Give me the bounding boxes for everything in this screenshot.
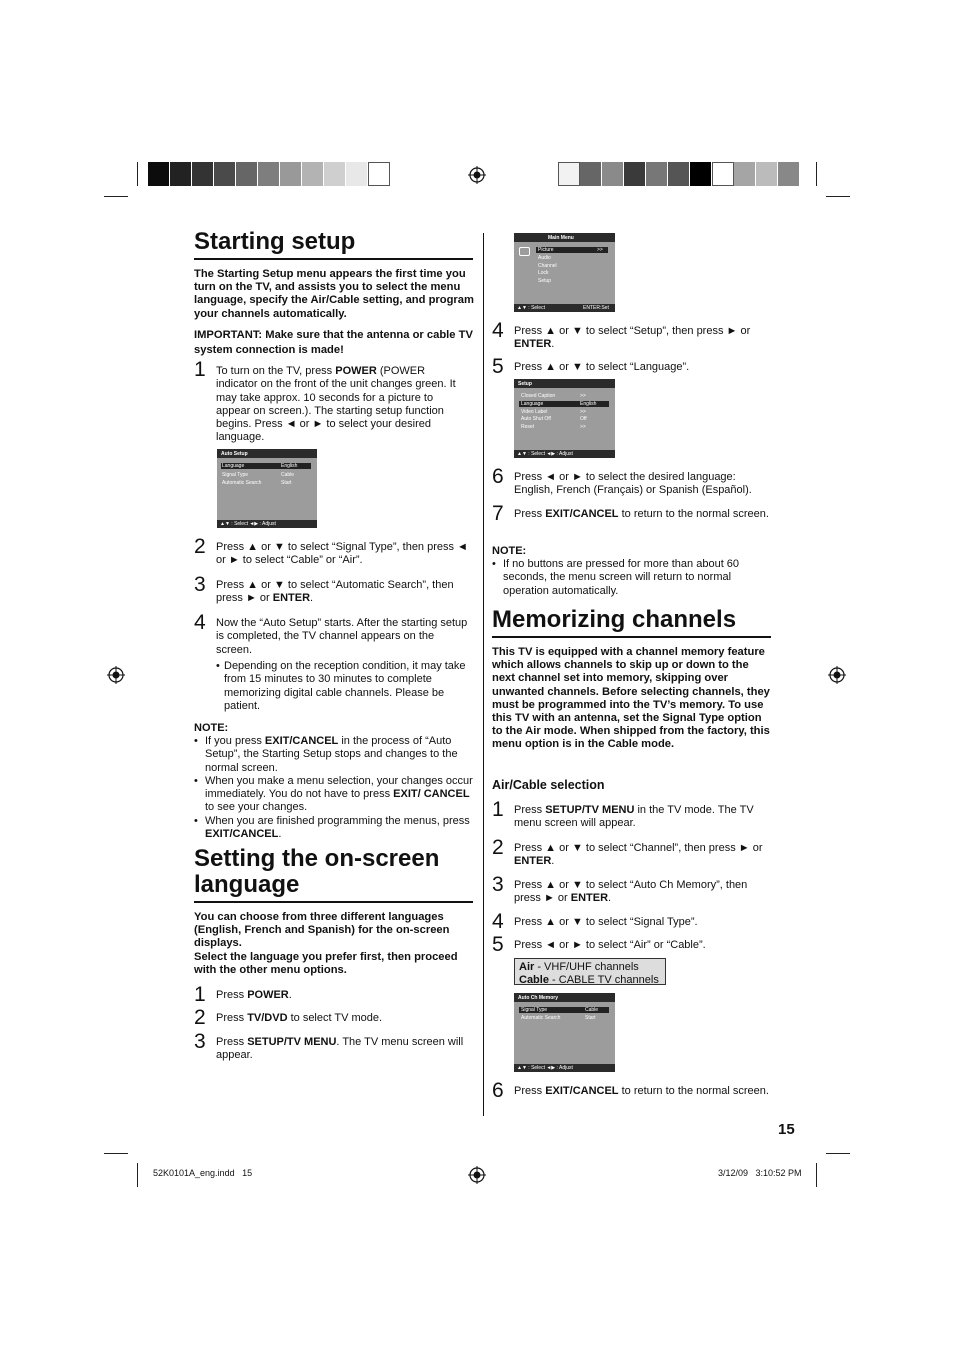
- color-bar-left: [148, 162, 390, 186]
- starting-setup-intro: The Starting Setup menu appears the first time you turn on the TV, and assists you to select the menu language, specify the Air/Cable setting, and program your channels automatically.: [194, 268, 474, 320]
- note-item: • If you press EXIT/CANCEL in the process of “Auto Setup”, the Starting Setup stops and changes to the normal screen.: [194, 735, 476, 775]
- crop-mark: [104, 1153, 128, 1154]
- note-list: [194, 735, 476, 841]
- note-heading: NOTE:: [492, 545, 527, 557]
- language-note-list: [492, 558, 762, 598]
- osd-auto-setup: Auto Setup Language English Signal Type Cable Automatic Search Start ▲▼ : Select ◄▶ : Adjust: [217, 449, 317, 528]
- footer-timestamp: 3/12/09 3:10:52 PM: [718, 1168, 802, 1178]
- osd-setup-menu: Setup Closed Caption >> Language English Video Label >> Auto Shut Off Off Reset >> ▲▼ : Select ◄▶ : Adjust: [514, 379, 615, 458]
- crop-mark: [137, 1163, 138, 1187]
- air-cable-legend-box: Air - VHF/UHF channels Cable - CABLE TV channels: [514, 958, 666, 985]
- crop-mark: [104, 196, 128, 197]
- section-title-memorizing: Memorizing channels: [492, 606, 737, 633]
- language-intro: You can choose from three different languages (English, French and Spanish) for the on-screen displays. Select the language you prefer first, then proceed with the other menu options.: [194, 911, 458, 976]
- sub-bullet-list: • Depending on the reception condition, it may take from 15 minutes to 30 minutes to complete memorizing digital cable channels. Please be patient.: [216, 660, 466, 713]
- color-bar-right: [558, 162, 800, 186]
- crop-mark: [816, 1163, 817, 1187]
- crop-mark: [816, 162, 817, 186]
- osd-auto-ch-memory: Auto Ch Memory Signal Type Cable Automatic Search Start ▲▼ : Select ◄▶ : Adjust: [514, 993, 615, 1072]
- footer-file: 52K0101A_eng.indd 15: [153, 1168, 253, 1178]
- note-item: • When you are finished programming the menus, press EXIT/CANCEL.: [194, 815, 476, 842]
- registration-mark-icon: [468, 1166, 486, 1184]
- air-cable-subheading: Air/Cable selection: [492, 778, 605, 792]
- crop-mark: [137, 162, 138, 186]
- page-number: 15: [778, 1121, 795, 1138]
- registration-mark-icon: [468, 166, 486, 184]
- title-rule: [492, 636, 771, 638]
- crop-mark: [826, 1153, 850, 1154]
- column-divider: [483, 233, 484, 1116]
- title-rule: [194, 901, 473, 903]
- note-item: • If no buttons are pressed for more than about 60 seconds, the menu screen will return to normal operation automatically.: [492, 558, 762, 598]
- registration-mark-icon: [828, 666, 846, 684]
- step-number: 1: [194, 358, 206, 381]
- section-title-starting-setup: Starting setup: [194, 228, 356, 255]
- title-rule: [194, 258, 473, 260]
- tv-icon: [519, 247, 530, 256]
- crop-mark: [826, 196, 850, 197]
- registration-mark-icon: [107, 666, 125, 684]
- osd-main-menu: Main Menu Picture >> Audio Channel Lock Setup ▲▼ : Select ENTER:Set: [514, 233, 615, 312]
- important-notice: IMPORTANT: Make sure that the antenna or cable TV system connection is made!: [194, 329, 473, 356]
- section-title-language: Setting the on-screen language: [194, 845, 440, 898]
- memorizing-intro: This TV is equipped with a channel memory feature which allows channels to skip up or down to the next channel set into memory, skipping over unwanted channels. Before selecting channels, they must be programmed into the TV’s memory. To use this TV with an antenna, set the Signal Type option to the Air mode. When shipped from the factory, this menu option is in the Cable mode.: [492, 646, 770, 751]
- note-heading: NOTE:: [194, 722, 229, 734]
- note-item: • When you make a menu selection, your changes occur immediately. You do not have to press EXIT/ CANCEL to see your changes.: [194, 775, 476, 815]
